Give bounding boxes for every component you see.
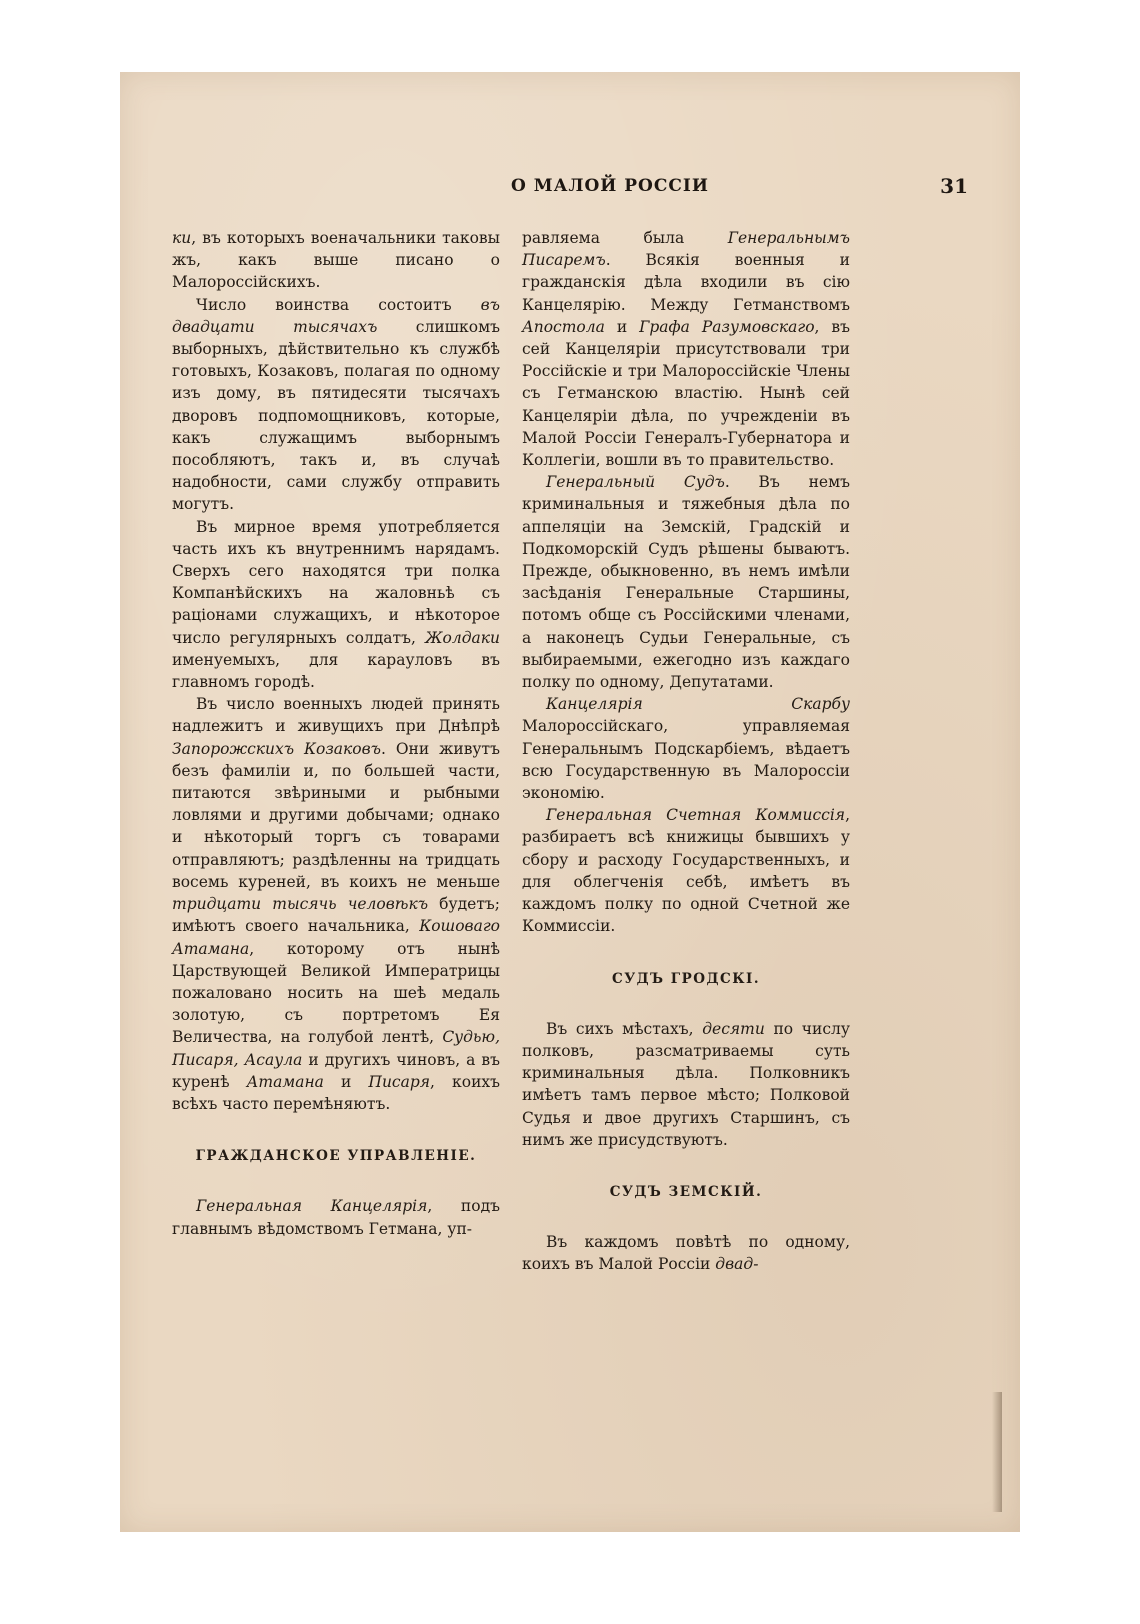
paragraph: Въ сихъ мѣстахъ, десяти по числу полковъ, разсматриваемы суть криминальныя дѣла. Полковникъ имѣетъ тамъ первое мѣсто; Полковой Судья и двое другихъ Старшинъ, съ нимъ же присудствуютъ. <box>522 1019 851 1149</box>
page-number: 31 <box>940 174 968 198</box>
paragraph: Въ мирное время употребляется часть ихъ къ внутреннимъ нарядамъ. Сверхъ сего находятся три полка Компанѣйскихъ на жаловньѣ съ раціонами служащихъ, и нѣкоторое число регулярныхъ солдатъ, Жолдаки именуемыхъ, для карауловъ въ главномъ городѣ. <box>172 517 500 692</box>
paragraph: Генеральная Счетная Коммиссія, разбираетъ всѣ книжицы бывшихъ у сбору и расходу Государственныхъ, и для облегченія себѣ, имѣетъ въ каждомъ полку по одной Счетной же Коммиссіи. <box>522 806 850 936</box>
paragraph: Число воинства состоитъ въ двадцати тысячахъ слишкомъ выборныхъ, дѣйствительно къ службѣ готовыхъ, Козаковъ, полагая по одному изъ дому, въ пятидесяти тысячахъ дворовъ подпомощниковъ, которые, какъ служащимъ выборнымъ пособляютъ, такъ и, въ случаѣ надобности, сами службу отправить могутъ. <box>172 295 500 514</box>
page-edge-shadow <box>992 1392 1002 1512</box>
page-header <box>252 176 968 200</box>
section-heading: ГРАЖДАНСКОЕ УПРАВЛЕНІЕ. <box>195 1148 477 1165</box>
paragraph: равляема была Генеральнымъ Писаремъ. Всякія военныя и гражданскія дѣла входили въ сію Канцелярію. Между Гетманствомъ Апостола и Графа Разумовскаго, въ сей Канцеляріи присутствовали три Россійскіе и три Малороссійскіе Члены съ Гетманскою властію. Нынѣ сей Канцеляріи дѣла, по учрежденіи въ Малой Россіи Генералъ-Губернатора и Коллегіи, вошли въ то правительство. <box>522 229 850 470</box>
paragraph: Генеральная Канцелярія, подъ главнымъ вѣдомствомъ Гетмана, уп- <box>172 1197 500 1238</box>
running-head: О МАЛОЙ РОССІИ <box>511 176 709 196</box>
right-column <box>522 227 850 1276</box>
section-heading: СУДЪ ГРОДСКІ. <box>611 970 761 987</box>
scanned-page <box>120 72 1020 1532</box>
section-heading: СУДЪ ЗЕМСКІЙ. <box>609 1183 763 1200</box>
paragraph: Въ число военныхъ людей принять надлежитъ и живущихъ при Днѣпрѣ Запорожскихъ Козаковъ. Они живутъ безъ фамиліи и, по большей части, питаются звѣриными и рыбными ловлями и другими добычами; однако и нѣкоторый торгъ съ товарами отправляютъ; раздѣленны на тридцать восемь куреней, въ коихъ не меньше тридцати тысячь человѣкъ будетъ; имѣютъ своего начальника, Кошоваго Атамана, которому отъ нынѣ Царствующей Великой Императрицы пожаловано носить на шеѣ медаль золотую, съ портретомъ Ея Величества, на голубой лентѣ, Судью, Писаря, Асаула и другихъ чиновъ, а въ куренѣ Атамана и Писаря, коихъ всѣхъ часто перемѣняютъ. <box>172 695 500 1113</box>
paragraph: Канцелярія Скарбу Малороссійскаго, управляемая Генеральнымъ Подскарбіемъ, вѣдаетъ всю Государственную въ Малороссіи экономію. <box>522 695 850 803</box>
left-column <box>172 227 500 1240</box>
paragraph: Генеральный Судъ. Въ немъ криминальныя и тяжебныя дѣла по аппеляціи на Земскій, Градскій и Подкоморскій Судъ рѣшены бываютъ. Прежде, обыкновенно, въ немъ имѣли засѣданія Генеральные Старшины, потомъ обще съ Россійскими членами, а наконецъ Судьи Генеральные, съ выбираемыми, ежегодно изъ каждаго полку по одному, Депутатами. <box>522 473 850 692</box>
paragraph: Въ каждомъ повѣтѣ по одному, коихъ въ Малой Россіи двад- <box>522 1233 850 1274</box>
paragraph: ки, въ которыхъ военачальники таковы жъ, какъ выше писано о Малороссійскихъ. <box>172 229 500 292</box>
